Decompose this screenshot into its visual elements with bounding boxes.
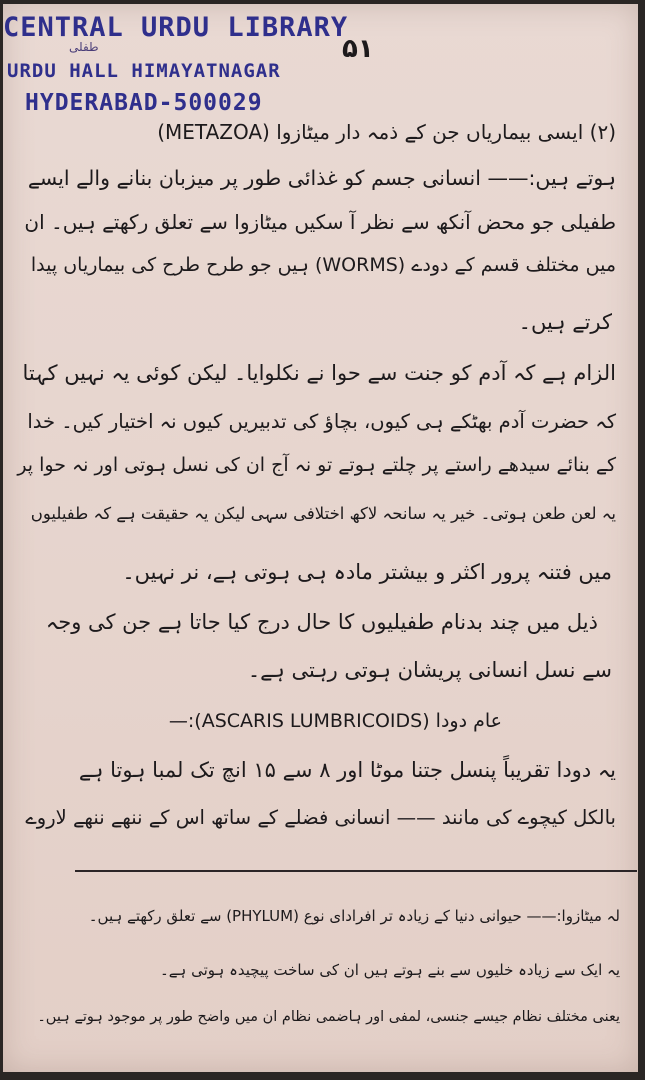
footnote-line: یہ ایک سے زیادہ خلیوں سے بنے ہوتے ہیں ان کی ساخت پیچیدہ ہوتی ہے۔ [159, 961, 620, 979]
paragraph-line: کہ حضرت آدم بھٹکے ہی کیوں، بچاؤ کی تدبیریں کیوں نہ اختیار کیں۔ خدا [27, 410, 616, 433]
paragraph-line: میں مختلف قسم کے دودے (WORMS) ہیں جو طرح طرح کی بیماریاں پیدا [30, 254, 616, 276]
subsection-line: بالکل کیچوے کی مانند —— انسانی فضلے کے ساتھ اس کے ننھے ننھے لاروے [25, 806, 616, 829]
library-stamp-seal: طفلی [69, 40, 99, 54]
paragraph-line: الزام ہے کہ آدم کو جنت سے حوا نے نکلوایا۔ لیکن کوئی یہ نہیں کہتا [22, 361, 616, 385]
section-heading: (۲) ایسی بیماریاں جن کے ذمہ دار میٹازوا (METAZOA) [157, 120, 616, 144]
footnote-divider [75, 870, 637, 872]
subsection-heading: عام دودا (ASCARIS LUMBRICOIDS):— [168, 710, 502, 732]
footnote-line: یعنی مختلف نظام جیسے جنسی، لمفی اور ہاضمی نظام ان میں واضح طور پر موجود ہوتے ہیں۔ [37, 1009, 620, 1025]
page-number: ۵۱ [342, 34, 374, 64]
paragraph-line: سے نسل انسانی پریشان ہوتی رہتی ہے۔ [247, 658, 612, 682]
library-stamp-line-3: HYDERABAD-500029 [25, 90, 263, 116]
paragraph-line: میں فتنہ پرور اکثر و بیشتر مادہ ہی ہوتی ہے، نر نہیں۔ [122, 560, 612, 584]
paragraph-line: ذیل میں چند بدنام طفیلیوں کا حال درج کیا جاتا ہے جن کی وجہ [45, 610, 598, 634]
paragraph-line: کے بنائے سیدھے راستے پر چلتے ہوتے تو نہ آج ان کی نسل ہوتی اور نہ حوا پر [17, 454, 616, 476]
paragraph-line: یہ لعن طعن ہوتی۔ خیر یہ سانحہ لاکھ اختلافی سہی لیکن یہ حقیقت ہے کہ طفیلیوں [30, 504, 616, 523]
paragraph-line: طفیلی جو محض آنکھ سے نظر آ سکیں میٹازوا سے تعلق رکھتے ہیں۔ ان [24, 210, 616, 234]
paragraph-line: کرتے ہیں۔ [518, 310, 612, 334]
library-stamp-line-2: URDU HALL HIMAYATNAGAR [7, 60, 281, 82]
paragraph-line: ہوتے ہیں:—— انسانی جسم کو غذائی طور پر میزبان بنانے والے ایسے [27, 166, 616, 190]
footnote-line: لہ میٹازوا:—— حیوانی دنیا کے زیادہ تر افرادای نوع (PHYLUM) سے تعلق رکھتے ہیں۔ [88, 907, 620, 925]
book-page [3, 4, 638, 1072]
library-stamp-line-1: CENTRAL URDU LIBRARY [3, 12, 349, 43]
subsection-line: یہ دودا تقریباً پنسل جتنا موٹا اور ۸ سے ۱۵ انچ تک لمبا ہوتا ہے [78, 758, 616, 782]
